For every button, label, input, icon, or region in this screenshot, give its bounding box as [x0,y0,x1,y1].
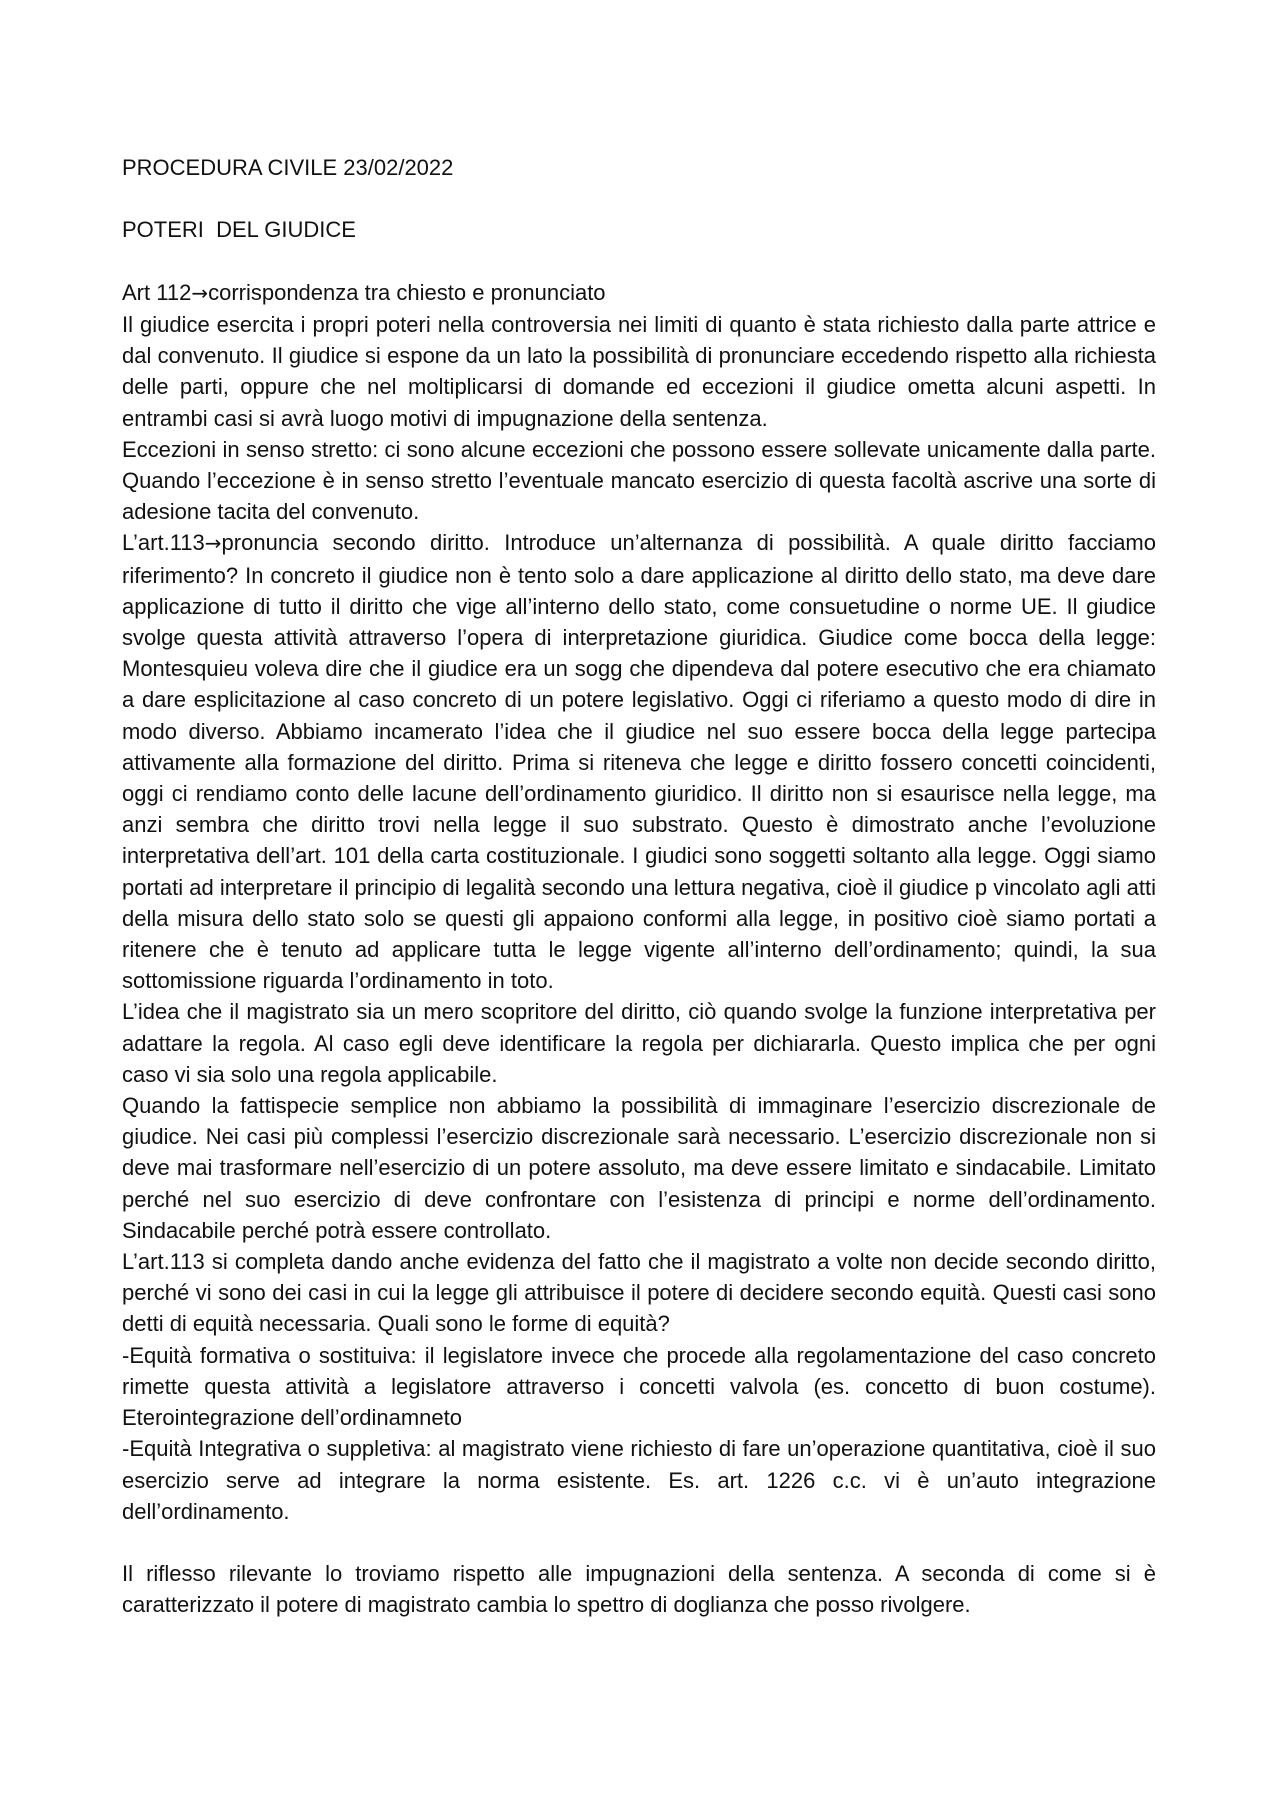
paragraph-4: L’idea che il magistrato sia un mero scopritore del diritto, ciò quando svolge la funzione interpretativa per adattare la regola. Al caso egli deve identificare la regola per dichiararla. Questo implica che per ogni caso vi sia solo una regola applicabile. [122,999,1156,1087]
art112-topic: corrispondenza tra chiesto e pronunciato [208,279,606,305]
paragraph-3-text: pronuncia secondo diritto. Introduce un’alternanza di possibilità. A quale diritto facciamo riferimento? In concreto il giudice non è tento solo a dare applicazione al diritto dello stato, ma deve dare applicazione di tutto il diritto che vige all’interno dello stato, come consuetudine o norme UE. Il giudice svolge questa attività attraverso l’opera di interpretazione giuridica. Giudice come bocca della legge: Montesquieu voleva dire che il giudice era un sogg che dipendeva dal potere esecutivo che era chiamato a dare esplicitazione al caso concreto di un potere legislativo. Oggi ci riferiamo a questo modo di dire in modo diverso. Abbiamo incamerato l’idea che il giudice nel suo essere bocca della legge partecipa attivamente alla formazione del diritto. Prima si riteneva che legge e diritto fossero concetti coincidenti, oggi ci rendiamo conto delle lacune dell’ordinamento giuridico. Il diritto non si esaurisce nella legge, ma anzi sembra che diritto trovi nella legge il suo substrato. Questo è dimostrato anche l’evoluzione interpretativa dell’art. 101 della carta costituzionale. I giudici sono soggetti soltanto alla legge. Oggi siamo portati ad interpretare il principio di legalità secondo una lettura negativa, cioè il giudice p vincolato agli atti della misura dello stato solo se questi gli appaiono conformi alla legge, in positivo cioè siamo portati a ritenere che è tenuto ad applicare tutta le legge vigente all’interno dell’ordinamento; quindi, la sua sottomissione riguarda l’ordinamento in toto. [122,530,1156,994]
blank-line [122,246,1156,277]
blank-line [122,1527,1156,1558]
paragraph-1: Il giudice esercita i propri poteri nella controversia nei limiti di quanto è stata richiesto dalla parte attrice e dal convenuto. Il giudice si espone da un lato la possibilità di pronunciare eccedendo rispetto alla richiesta delle parti, oppure che nel moltiplicarsi di domande ed eccezioni il giudice ometta alcuni aspetti. In entrambi casi si avrà luogo motivi di impugnazione della sentenza. [122,311,1156,431]
paragraph-9: Il riflesso rilevante lo troviamo rispetto alle impugnazioni della sentenza. A seconda di come si è caratterizzato il potere di magistrato cambia lo spettro di doglianza che posso rivolgere. [122,1561,1156,1618]
paragraph-6: L’art.113 si completa dando anche evidenza del fatto che il magistrato a volte non decide secondo diritto, perché vi sono dei casi in cui la legge gli attribuisce il potere di decidere secondo equità. Questi casi sono detti di equità necessaria. Quali sono le forme di equità? [122,1249,1156,1337]
document-title: PROCEDURA CIVILE 23/02/2022 [122,155,454,180]
paragraph-3 [122,527,1156,996]
paragraph-5: Quando la fattispecie semplice non abbiamo la possibilità di immaginare l’esercizio discrezionale de giudice. Nei casi più complessi l’esercizio discrezionale sarà necessario. L’esercizio discrezionale non si deve mai trasformare nell’esercizio di un potere assoluto, ma deve essere limitato e sindacabile. Limitato perché nel suo esercizio di deve confrontare con l’esistenza di principi e norme dell’ordinamento. Sindacabile perché potrà essere controllato. [122,1093,1156,1243]
art112-heading [122,277,1156,309]
art112-prefix: Art 112 [122,279,192,305]
paragraph-7: -Equità formativa o sostituiva: il legislatore invece che procede alla regolamentazione del caso concreto rimette questa attività a legislatore attraverso i concetti valvola (es. concetto di buon costume). Eterointegrazione dell’ordinamneto [122,1342,1156,1431]
paragraph-2: Eccezioni in senso stretto: ci sono alcune eccezioni che possono essere sollevate unicamente dalla parte. Quando l’eccezione è in senso stretto l’eventuale mancato esercizio di questa facoltà ascrive una sorte di adesione tacita del convenuto. [122,436,1156,525]
art113-prefix: L’art.113 [122,530,205,556]
document-page [122,152,1156,1621]
paragraph-8: -Equità Integrativa o suppletiva: al magistrato viene richiesto di fare un’operazione quantitativa, cioè il suo esercizio serve ad integrare la norma esistente. Es. art. 1226 c.c. vi è un’auto integrazione dell’ordinamento. [122,1436,1156,1524]
right-arrow-icon: → [191,280,209,305]
right-arrow-icon: → [204,531,222,556]
blank-line [122,183,1156,214]
section-heading: POTERI DEL GIUDICE [122,217,356,243]
